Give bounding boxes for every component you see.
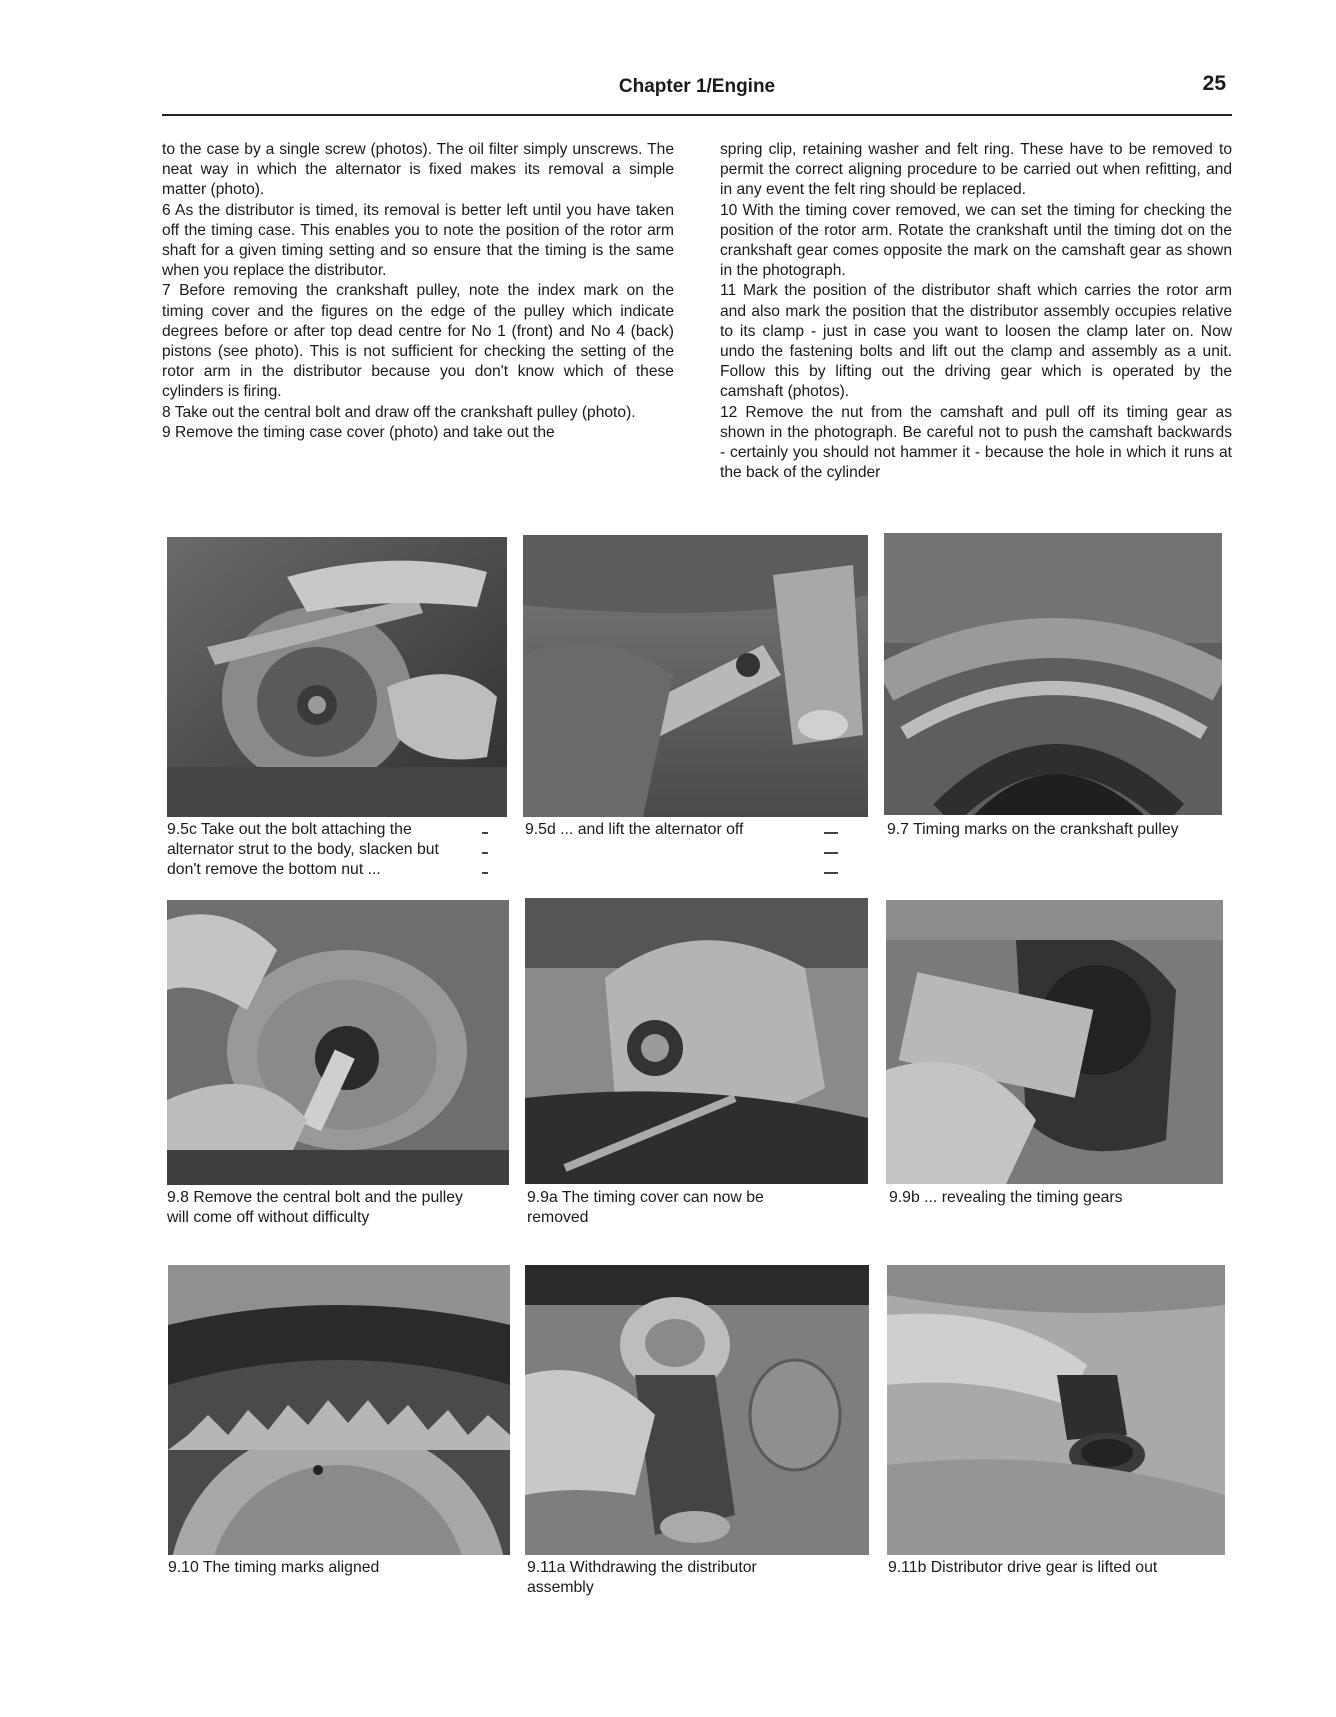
page-number: 25	[1202, 72, 1226, 95]
photo-timing-gears	[886, 900, 1223, 1184]
photo-timing-marks-aligned	[168, 1265, 510, 1555]
header-rule	[162, 114, 1232, 116]
margin-dash	[482, 852, 488, 854]
photo-alternator-strut	[167, 537, 507, 817]
caption-9-5c: 9.5c Take out the bolt attaching the alternator strut to the body, slacken but don't remove the bottom nut ...	[167, 821, 439, 878]
page-header	[162, 72, 1232, 112]
caption-9-8: 9.8 Remove the central bolt and the pulley will come off without difficulty	[167, 1189, 463, 1226]
photo-pulley-removal	[167, 900, 509, 1185]
paragraph: spring clip, retaining washer and felt ring. These have to be removed to permit the correct aligning procedure to be carried out when refitting, and in any event the felt ring should be replaced.	[720, 141, 1232, 199]
margin-dash	[824, 872, 838, 874]
photo-drive-gear-lifted	[887, 1265, 1225, 1555]
photo-distributor-withdrawn	[525, 1265, 869, 1555]
margin-dash	[482, 872, 488, 874]
paragraph: 10 With the timing cover removed, we can set the timing for checking the position of the rotor arm. Rotate the crankshaft until the timing dot on the crankshaft gear comes opposite the mark on the camshaft gear as shown in the photograph.	[720, 201, 1232, 280]
paragraph: to the case by a single screw (photos). The oil filter simply unscrews. The neat way in which the alternator is fixed makes its removal a simple matter (photo).	[162, 141, 674, 199]
caption-9-11b: 9.11b Distributor drive gear is lifted out	[888, 1559, 1158, 1576]
paragraph: 8 Take out the central bolt and draw off the crankshaft pulley (photo).	[162, 403, 636, 421]
paragraph: 6 As the distributor is timed, its removal is better left until you have taken off the timing case. This enables you to note the position of the rotor arm shaft for a given timing setting and so ensure that the timing is the same when you replace the distributor.	[162, 201, 674, 280]
chapter-title: Chapter 1/Engine	[618, 76, 776, 97]
paragraph: 11 Mark the position of the distributor shaft which carries the rotor arm and also mark the position that the distributor assembly occupies relative to its clamp - just in case you want to loosen the clamp later on. Now undo the fastening bolts and lift out the clamp and assembly as a unit. Follow this by lifting out the driving gear which is operated by the camshaft (photos).	[720, 282, 1232, 401]
photo-crankshaft-pulley-marks	[884, 533, 1222, 815]
caption-9-9a: 9.9a The timing cover can now be removed	[527, 1189, 764, 1226]
paragraph: 12 Remove the nut from the camshaft and pull off its timing gear as shown in the photograph. Be careful not to push the camshaft backwards - certainly you should not hammer it - because the hole in which it runs at the back of the cylinder	[720, 403, 1232, 482]
caption-9-9b: 9.9b ... revealing the timing gears	[889, 1189, 1123, 1206]
caption-9-7: 9.7 Timing marks on the crankshaft pulley	[887, 821, 1179, 838]
right-text-column	[720, 140, 1232, 483]
photo-timing-cover	[525, 898, 868, 1184]
caption-9-11a: 9.11a Withdrawing the distributor assembly	[527, 1559, 757, 1596]
margin-dash	[482, 832, 488, 834]
margin-dash	[824, 852, 838, 854]
caption-9-5d: 9.5d ... and lift the alternator off	[525, 821, 744, 838]
paragraph: 7 Before removing the crankshaft pulley, note the index mark on the timing cover and the figures on the edge of the pulley which indicate degrees before or after top dead centre for No 1 (front) and No 4 (back) pistons (see photo). This is not sufficient for checking the setting of the rotor arm in the distributor because you don't know which of these cylinders is firing.	[162, 282, 674, 401]
left-text-column	[162, 140, 674, 443]
photo-alternator-off	[523, 535, 868, 817]
paragraph: 9 Remove the timing case cover (photo) and take out the	[162, 423, 555, 441]
caption-9-10: 9.10 The timing marks aligned	[168, 1559, 380, 1576]
margin-dash	[824, 832, 838, 834]
